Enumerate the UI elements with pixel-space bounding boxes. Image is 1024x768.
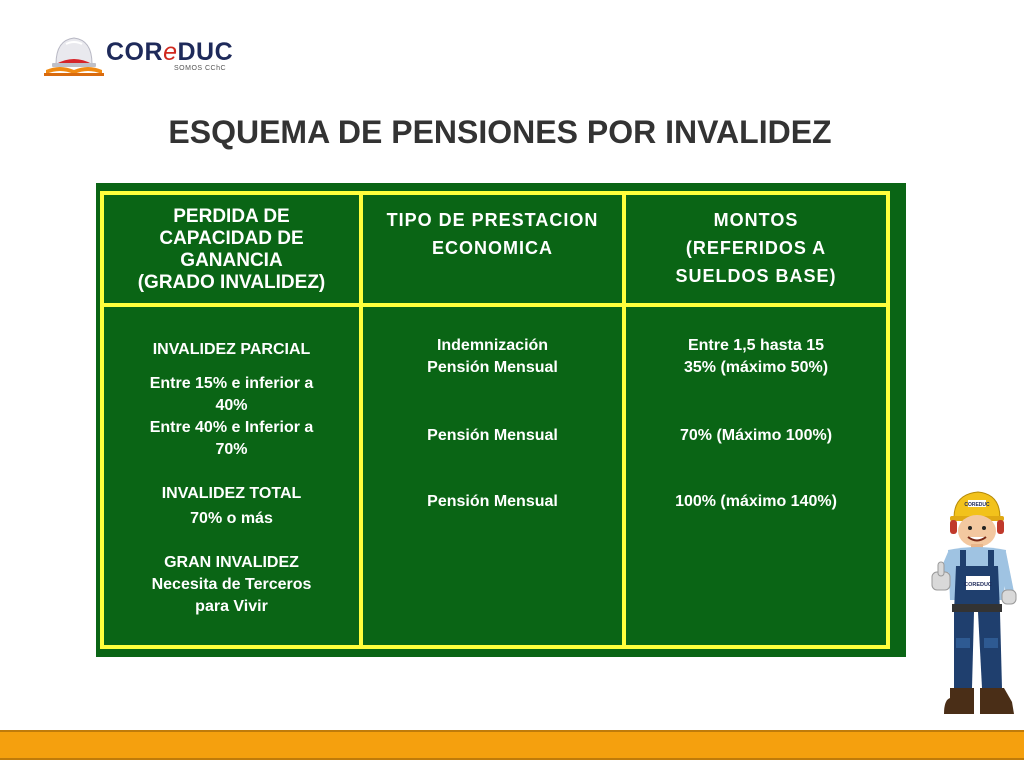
- prestacion-row1-line2: Pensión Mensual: [427, 359, 558, 376]
- gran-invalidez-desc-line1: Necesita de Terceros: [151, 576, 312, 593]
- header-grado-invalidez: [104, 195, 363, 307]
- invalidez-parcial-label: INVALIDEZ PARCIAL: [152, 341, 311, 358]
- header-line: TIPO DE PRESTACION: [386, 210, 599, 230]
- pension-table: [96, 183, 906, 657]
- invalidez-total-desc: 70% o más: [190, 510, 273, 527]
- body-montos: [626, 307, 886, 645]
- worker-mascot: [926, 488, 1020, 728]
- montos-row3: 100% (máximo 140%): [675, 493, 837, 510]
- header-line: SUELDOS BASE): [675, 266, 837, 286]
- coreduc-logo: [42, 30, 242, 78]
- prestacion-row2: Pensión Mensual: [427, 427, 558, 444]
- gran-invalidez-desc-line2: para Vivir: [195, 598, 268, 615]
- body-tipo-prestacion: [363, 307, 626, 645]
- parcial-range-b-line1: Entre 40% e Inferior a: [149, 419, 314, 436]
- brand-tagline: SOMOS CChC: [174, 65, 227, 72]
- header-line: GANANCIA: [180, 250, 283, 271]
- parcial-range-a-line2: 40%: [215, 397, 248, 414]
- header-line: (REFERIDOS A: [685, 238, 827, 258]
- prestacion-row3: Pensión Mensual: [427, 493, 558, 510]
- hardhat-book-icon: [42, 30, 106, 78]
- footer-bar: [0, 730, 1024, 760]
- header-line: (GRADO INVALIDEZ): [137, 272, 326, 293]
- brand-name: COReDUC: [106, 38, 234, 66]
- header-line: ECONOMICA: [432, 238, 553, 258]
- header-montos: [626, 195, 886, 307]
- header-line: MONTOS: [713, 210, 799, 230]
- header-line: CAPACIDAD DE: [159, 228, 304, 249]
- montos-row1-line2: 35% (máximo 50%): [683, 359, 829, 376]
- parcial-range-a-line1: Entre 15% e inferior a: [149, 375, 314, 392]
- page-title: ESQUEMA DE PENSIONES POR INVALIDEZ: [168, 114, 832, 150]
- header-tipo-prestacion: [363, 195, 626, 307]
- pension-table-grid: [100, 191, 890, 649]
- header-line: PERDIDA DE: [173, 206, 290, 227]
- gran-invalidez-label: GRAN INVALIDEZ: [164, 554, 299, 571]
- shirt-logo-text: COREDUC: [964, 582, 992, 588]
- montos-row2: 70% (Máximo 100%): [679, 427, 833, 444]
- montos-row1-line1: Entre 1,5 hasta 15: [687, 337, 825, 354]
- body-grado-invalidez: [104, 307, 363, 645]
- prestacion-row1-line1: Indemnización: [436, 337, 549, 354]
- helmet-logo-text: COREDUC: [964, 502, 990, 508]
- parcial-range-b-line2: 70%: [215, 441, 248, 458]
- invalidez-total-label: INVALIDEZ TOTAL: [161, 485, 302, 502]
